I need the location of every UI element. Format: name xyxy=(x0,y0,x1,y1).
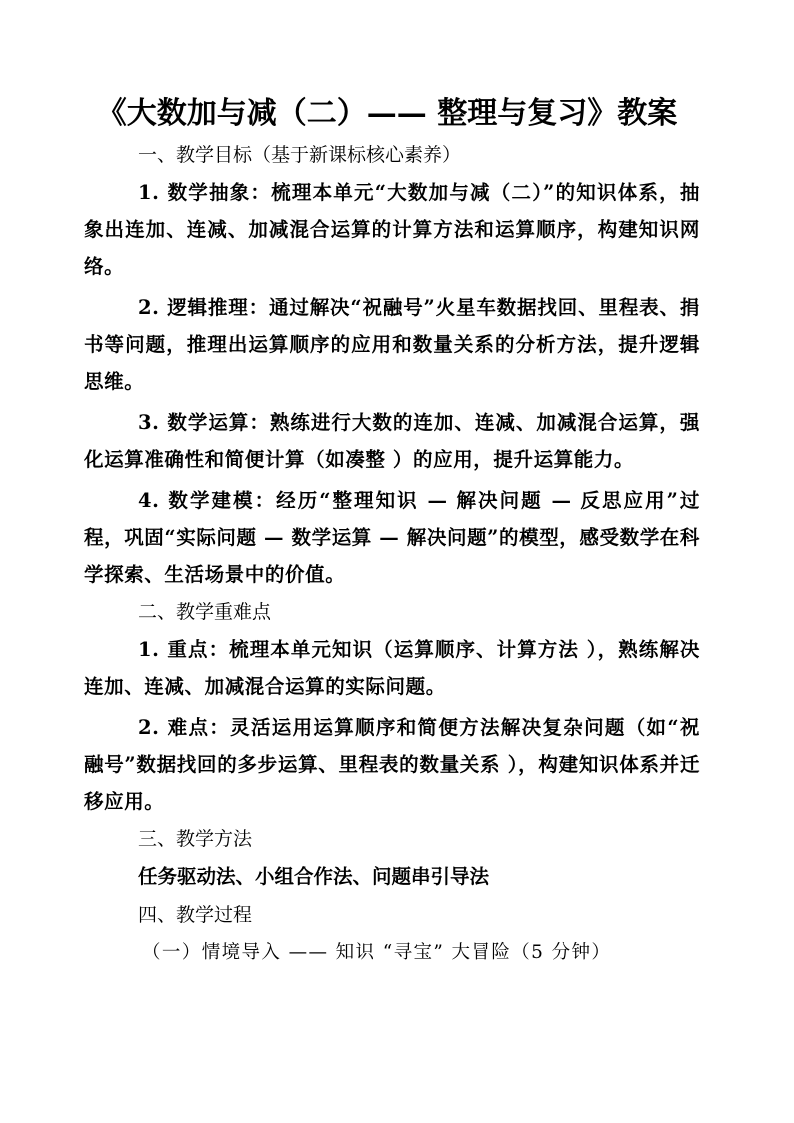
section-heading-method: 三、教学方法 xyxy=(138,828,253,850)
key-point-text: 灵活运用运算顺序和简便方法解决复杂问题（如“祝融号”数据找回的多步运算、里程表的数量关系 ），构建知识体系并迁移应用。 xyxy=(84,716,700,813)
goal-text: 通过解决“祝融号”火星车数据找回、里程表、捐书等问题，推理出运算顺序的应用和数量关系的分析方法，提升逻辑思维。 xyxy=(84,296,700,393)
goal-text: 经历“整理知识 — 解决问题 — 反思应用”过程，巩固“实际问题 — 数学运算 — 解决问题”的模型，感受数学在科学探索、生活场景中的价值。 xyxy=(84,489,700,586)
document-page xyxy=(84,92,700,972)
key-point-text: 梳理本单元知识（运算顺序、计算方法 ），熟练解决连加、连减、加减混合运算的实际问题。 xyxy=(84,638,700,698)
key-point-item xyxy=(84,631,700,705)
section-heading-goals: 一、教学目标（基于新课标核心素养） xyxy=(138,144,462,166)
section-heading-key-points: 二、教学重难点 xyxy=(138,601,272,623)
goal-label: 4. 数学建模： xyxy=(138,489,277,512)
key-point-label: 1. 重点： xyxy=(138,638,230,661)
key-point-label: 2. 难点： xyxy=(138,716,231,739)
method-text: 任务驱动法、小组合作法、问题串引导法 xyxy=(138,865,490,888)
goal-label: 2. 逻辑推理： xyxy=(138,296,269,319)
section-heading-process: 四、教学过程 xyxy=(138,904,253,926)
goal-item xyxy=(84,404,700,478)
goal-item xyxy=(84,482,700,593)
goal-text: 熟练进行大数的连加、连减、加减混合运算，强化运算准确性和简便计算（如凑整 ）的应用，提升运算能力。 xyxy=(84,411,700,471)
goal-text: 梳理本单元“大数加与减（二）”的知识体系，抽象出连加、连减、加减混合运算的计算方法和运算顺序，构建知识网络。 xyxy=(84,181,700,278)
key-point-item xyxy=(84,709,700,820)
goal-label: 1. 数学抽象： xyxy=(138,181,272,204)
goal-item xyxy=(84,174,700,285)
goal-label: 3. 数学运算： xyxy=(138,411,270,434)
document-title: 《大数加与减（二）—— 整理与复习》教案 xyxy=(96,96,678,131)
goal-item xyxy=(84,289,700,400)
process-subheading: （一）情境导入 —— 知识 “寻宝” 大冒险（5 分钟） xyxy=(142,942,612,963)
